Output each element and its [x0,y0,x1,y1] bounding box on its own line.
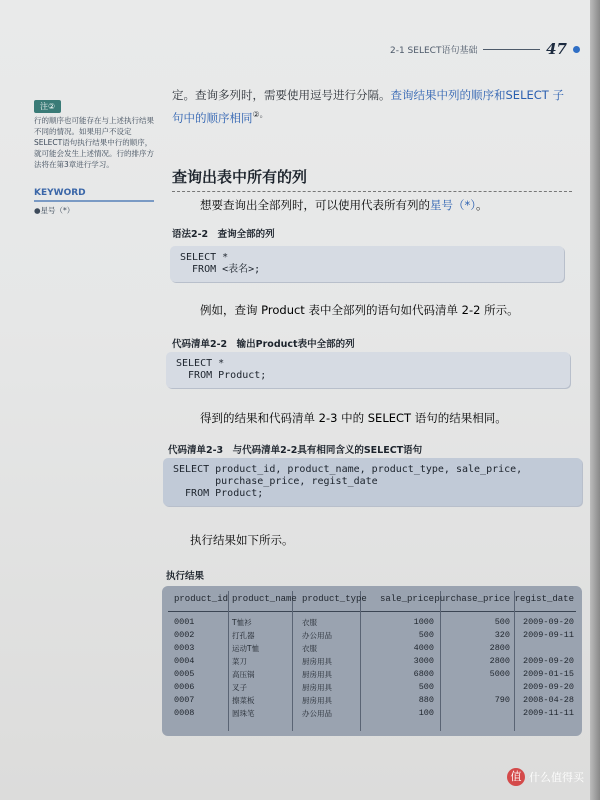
header-rule [483,49,540,50]
column-header-purchase-price: purchase_price [434,594,510,604]
section-title: 查询出表中所有的列 [172,166,572,192]
asterisk-highlight: 星号（*） [430,198,476,212]
table-cell: 500 [418,630,434,640]
column-header-product-type: product_type [302,594,367,604]
table-cell: 790 [494,695,510,705]
column-divider [440,591,441,731]
watermark-logo-icon: 值 [507,768,525,786]
intro-highlight: 查询结果中列的顺序和SELECT 子句中的顺序相同 [172,88,564,125]
table-cell: 2009-09-11 [522,630,574,640]
table-cell: 0006 [174,682,195,692]
listing1-caption: 代码清单2-2 输出Product表中全部的列 [172,339,355,350]
note-ref: ②。 [252,110,268,119]
result-table [162,586,582,736]
listing1-code: SELECT * FROM Product; [166,352,570,388]
table-cell: 2009-09-20 [522,682,574,692]
table-cell: 100 [418,708,434,718]
table-cell: 0003 [174,643,195,653]
table-cell: 办公用品 [302,709,332,718]
section-label: 2-1 SELECT语句基础 [390,45,478,56]
table-cell: 0008 [174,708,195,718]
example-paragraph: 例如，查询 Product 表中全部列的语句如代码清单 2-2 所示。 [200,303,519,317]
table-cell: 菜刀 [232,657,247,666]
running-header [390,40,580,58]
table-cell: 2009-09-20 [522,617,574,627]
listing2-caption: 代码清单2-3 与代码清单2-2具有相同含义的SELECT语句 [168,445,423,456]
table-cell: 2800 [489,643,510,653]
table-cell: 0004 [174,656,195,666]
table-cell: 叉子 [232,683,247,692]
table-cell: 2800 [489,656,510,666]
table-cell: 厨房用具 [302,683,332,692]
sidebar-note [34,100,154,216]
column-header-sale-price: sale_price [379,594,434,604]
table-cell: 500 [418,682,434,692]
table-cell: 5000 [489,669,510,679]
syntax-code: SELECT * FROM <表名>; [170,246,564,282]
column-divider [514,591,515,731]
table-cell: 2008-04-28 [522,695,574,705]
table-cell: 2009-09-20 [522,656,574,666]
syntax-caption: 语法2-2 查询全部的列 [172,229,275,240]
intro-text: 定。查询多列时，需要使用逗号进行分隔。 [172,88,391,102]
table-cell: 880 [418,695,434,705]
table-cell: 衣服 [302,644,317,653]
listing2-code: SELECT product_id, product_name, product_type, sale_price, purchase_price, regist_date FROM Product; [163,458,582,506]
column-header-regist-date: regist_date [514,594,574,604]
table-cell: 办公用品 [302,631,332,640]
column-header-product-id: product_id [174,594,229,604]
main-text [172,85,572,128]
table-cell: 擦菜板 [232,696,255,705]
table-cell: 厨房用具 [302,696,332,705]
same-result-paragraph: 得到的结果和代码清单 2-3 中的 SELECT 语句的结果相同。 [200,411,507,425]
table-cell: 2009-11-11 [522,708,574,718]
table-cell: 3000 [413,656,434,666]
table-cell: 0007 [174,695,195,705]
table-cell: 500 [494,617,510,627]
keyword-item: ●星号（*） [34,206,75,215]
table-cell: 4000 [413,643,434,653]
table-cell: 衣服 [302,618,317,627]
section-paragraph [200,195,580,215]
page-number: 47 [546,40,567,58]
column-divider [228,591,229,731]
intro-paragraph [172,85,572,128]
page-edge [590,0,600,800]
table-cell: 打孔器 [232,631,255,640]
column-divider [360,591,361,731]
watermark-text: 什么值得买 [529,771,584,784]
table-cell: 厨房用具 [302,670,332,679]
table-cell: 2009-01-15 [522,669,574,679]
table-cell: T恤衫 [232,618,252,627]
watermark [507,768,584,786]
exec-paragraph: 执行结果如下所示。 [190,533,294,547]
section-text-end: 。 [476,198,488,212]
section-text: 想要查询出全部列时，可以使用代表所有列的 [200,198,430,212]
table-cell: 1000 [413,617,434,627]
table-cell: 高压锅 [232,670,255,679]
table-cell: 6800 [413,669,434,679]
table-cell: 0001 [174,617,195,627]
result-caption: 执行结果 [166,571,205,582]
note-text: 行的顺序也可能存在与上述执行结果不同的情况。如果用户不设定SELECT语句执行结果中行的顺序，就可能会发生上述情况。行的排序方法将在第3章进行学习。 [34,116,154,169]
table-cell: 0002 [174,630,195,640]
table-cell: 运动T恤 [232,644,260,653]
table-cell: 圆珠笔 [232,709,255,718]
page-dot-icon [573,46,580,53]
table-cell: 厨房用具 [302,657,332,666]
table-cell: 0005 [174,669,195,679]
note-badge: 注② [34,100,61,113]
table-cell: 320 [494,630,510,640]
keyword-title: KEYWORD [34,188,154,202]
column-divider [292,591,293,731]
column-header-product-name: product_name [232,594,297,604]
